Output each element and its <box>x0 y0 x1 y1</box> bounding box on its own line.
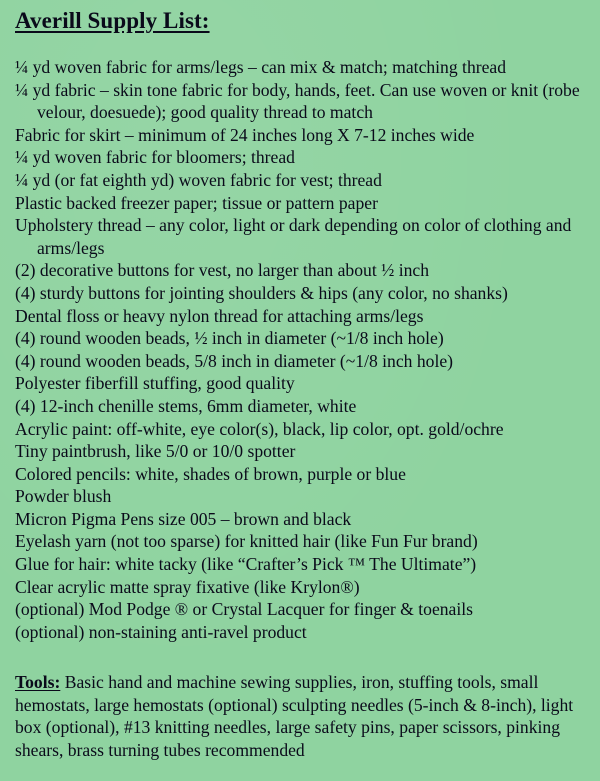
tools-label: Tools: <box>15 672 61 693</box>
tools-text: Basic hand and machine sewing supplies, iron, stuffing tools, small hemostats, large hemostats (optional) sculpting needles (5-inch & 8-inch), light box (optional), #13 knitting needles, large safety pins, paper scissors, pinking shears, brass turning tubes recommended <box>15 672 574 760</box>
supply-list <box>15 56 586 643</box>
list-item: (4) round wooden beads, 5/8 inch in diameter (~1/8 inch hole) <box>15 350 454 371</box>
list-item: ¼ yd fabric – skin tone fabric for body, hands, feet. Can use woven or knit (robe velour, doesuede); good quality thread to match <box>15 79 580 123</box>
tools-section <box>15 671 586 761</box>
list-item: (4) 12-inch chenille stems, 6mm diameter, white <box>15 395 357 416</box>
list-item: Plastic backed freezer paper; tissue or pattern paper <box>15 192 378 213</box>
list-item: ¼ yd woven fabric for arms/legs – can mix & match; matching thread <box>15 57 507 77</box>
list-item: ¼ yd (or fat eighth yd) woven fabric for vest; thread <box>15 169 382 190</box>
list-item: ¼ yd woven fabric for bloomers; thread <box>15 147 295 168</box>
list-item: (2) decorative buttons for vest, no larger than about ½ inch <box>15 260 429 281</box>
list-item: (4) sturdy buttons for jointing shoulders & hips (any color, no shanks) <box>15 282 508 303</box>
list-item: Fabric for skirt – minimum of 24 inches long X 7-12 inches wide <box>15 124 475 145</box>
list-item: (4) round wooden beads, ½ inch in diameter (~1/8 inch hole) <box>15 328 444 349</box>
list-item: Glue for hair: white tacky (like “Crafter’s Pick ™ The Ultimate”) <box>15 554 477 575</box>
list-item: Eyelash yarn (not too sparse) for knitted hair (like Fun Fur brand) <box>15 531 478 552</box>
list-item: Micron Pigma Pens size 005 – brown and black <box>15 508 352 529</box>
list-item: Colored pencils: white, shades of brown, purple or blue <box>15 463 406 484</box>
list-item: Dental floss or heavy nylon thread for attaching arms/legs <box>15 305 424 326</box>
list-item: (optional) Mod Podge ® or Crystal Lacquer for finger & toenails <box>15 599 473 620</box>
list-item: Upholstery thread – any color, light or dark depending on color of clothing and arms/legs <box>15 215 572 258</box>
page-title: Averill Supply List: <box>15 8 210 33</box>
list-item: Acrylic paint: off-white, eye color(s), black, lip color, opt. gold/ochre <box>15 418 504 439</box>
list-item: (optional) non-staining anti-ravel product <box>15 621 307 642</box>
list-item: Powder blush <box>15 486 112 507</box>
list-item: Tiny paintbrush, like 5/0 or 10/0 spotter <box>15 441 296 462</box>
list-item: Polyester fiberfill stuffing, good quality <box>15 373 295 394</box>
list-item: Clear acrylic matte spray fixative (like Krylon®) <box>15 576 360 597</box>
